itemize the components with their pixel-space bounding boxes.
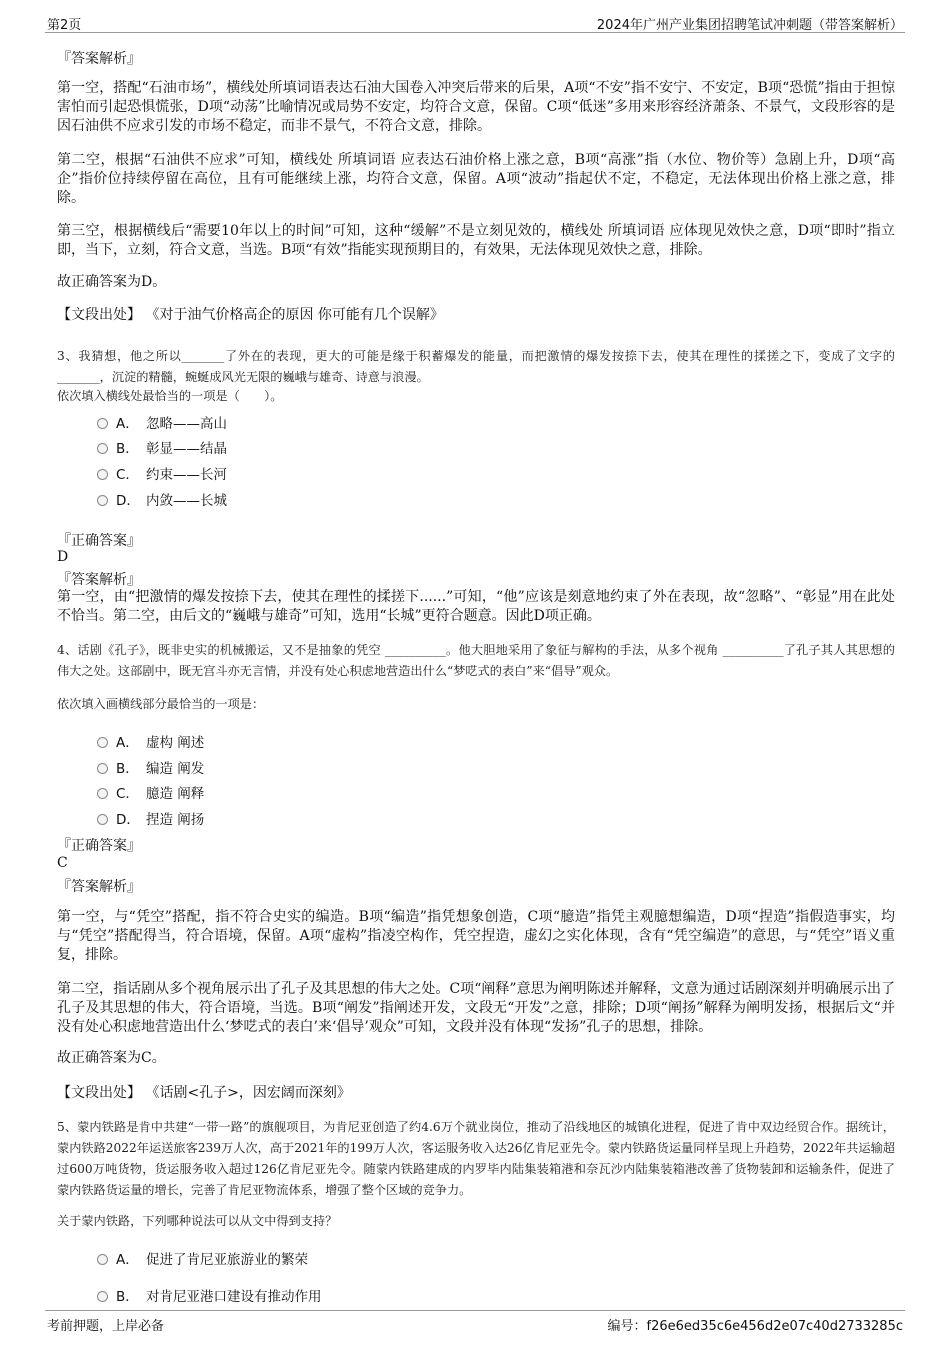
radio-icon[interactable] xyxy=(97,443,108,454)
source-title: 《话剧<孔子>，因宏阔而深刻》 xyxy=(145,1085,351,1101)
source-title: 《对于油气价格高企的原因 你可能有几个误解》 xyxy=(145,307,444,323)
document-id: 编号：f26e6ed35c6e456d2e07c40d2733285c xyxy=(607,1319,903,1334)
page-header xyxy=(45,10,905,33)
q3-answer: D xyxy=(57,549,69,565)
q2-conclusion: 故正确答案为D。 xyxy=(57,274,167,290)
q2-analysis-p1: 第一空，搭配“石油市场”，横线处所填词语表达石油大国卷入冲突后带来的后果，A项“不安”指不安宁、不安定，B项“恐慌”指由于担惊害怕而引起恐惧慌张，D项“动荡”比喻情况或局势不安定，均符合文意，保留。C项“低迷”多用来形容经济萧条、不景气，文段形容的是因石油供不应求引发的市场不稳定，而非不景气，不符合文意，排除。 xyxy=(57,80,895,134)
radio-icon[interactable] xyxy=(97,469,108,480)
q3-prompt: 依次填入横线处最恰当的一项是（ ）。 xyxy=(57,389,283,403)
q4-source xyxy=(57,1084,895,1103)
q4-analysis-p1: 第一空，与“凭空”搭配，指不符合史实的编造。B项“编造”指凭想象创造，C项“臆造”指凭主观臆想编造，D项“捏造”指假造事实，均与“凭空”搭配得当，符合语境，保留。A项“虚构”指凌空构作，凭空捏造，虚幻之实化体现，含有“凭空编造”的意思，与“凭空”语义重复，排除。 xyxy=(57,909,895,963)
q2-source xyxy=(57,306,895,325)
q3-option-b[interactable]: B． 彰显——结晶 xyxy=(97,437,227,457)
radio-icon[interactable] xyxy=(97,737,108,748)
q4-option-b[interactable]: B． 编造 阐发 xyxy=(97,757,204,777)
source-label: 【文段出处】 xyxy=(57,1085,141,1101)
q5-option-b[interactable]: B． 对肯尼亚港口建设有推动作用 xyxy=(97,1285,322,1305)
q4-stem: 4、话剧《孔子》，既非史实的机械搬运，又不是抽象的凭空 __________。他大胆地采用了象征与解构的手法，从多个视角 __________了孔子其人其思想的伟大之处。这部剧中，既无宫斗亦无言情，并没有处心积虑地营造出什么“梦呓式的表白”来“倡导”观众。 xyxy=(57,643,895,678)
page-number: 第2页 xyxy=(47,18,82,33)
page-footer xyxy=(45,1310,905,1334)
q5-option-a[interactable]: A． 促进了肯尼亚旅游业的繁荣 xyxy=(97,1248,308,1268)
q3-option-d[interactable]: D． 内敛——长城 xyxy=(97,489,227,509)
q5-prompt: 关于蒙内铁路，下列哪种说法可以从文中得到支持？ xyxy=(57,1214,338,1228)
q4-option-a[interactable]: A． 虚构 阐述 xyxy=(97,731,204,751)
q4-analysis-p2: 第二空，指话剧从多个视角展示出了孔子及其思想的伟大之处。C项“阐释”意思为阐明陈述并解释，文意为通过话剧深刻并明确展示出了孔子及其思想的伟大，符合语境，当选。B项“阐发”指阐述开发，文段无“开发”之意，排除；D项“阐扬”解释为阐明发扬，根据后文“并没有处心积虑地营造出什么‘梦呓式的表白’来‘倡导’观众”可知，文段并没有体现“发扬”孔子的思想，排除。 xyxy=(57,981,895,1035)
radio-icon[interactable] xyxy=(97,418,108,429)
radio-icon[interactable] xyxy=(97,763,108,774)
q3-analysis: 第一空，由“把激情的爆发按捺下去，使其在理性的揉搓下......”可知，“他”应该是刻意地约束了外在表现，故“忽略”、“彰显”用在此处不恰当。第二空，由后文的“巍峨与雄奇”可知，选用“长城”更符合题意。因此D项正确。 xyxy=(57,589,895,624)
radio-icon[interactable] xyxy=(97,788,108,799)
q5-stem: 5、蒙内铁路是肯中共建“一带一路”的旗舰项目，为肯尼亚创造了约4.6万个就业岗位，推动了沿线地区的城镇化进程，促进了肯中双边经贸合作。据统计，蒙内铁路2022年运送旅客239万人次，高于2021年的199万人次，客运服务收入达26亿肯尼亚先令。蒙内铁路货运量同样呈现上升趋势，2022年共运输超过600万吨货物，货运服务收入超过126亿肯尼亚先令。随蒙内铁路建成的内罗毕内陆集装箱港和奈瓦沙内陆集装箱港改善了货物装卸和运输条件，促进了蒙内铁路货运量的增长，完善了肯尼亚物流体系，增强了整个区域的竞争力。 xyxy=(57,1120,895,1197)
footer-slogan: 考前押题，上岸必备 xyxy=(47,1319,165,1334)
q4-answer-label: 『正确答案』 xyxy=(57,838,141,854)
radio-icon[interactable] xyxy=(97,1291,108,1302)
radio-icon[interactable] xyxy=(97,814,108,825)
q4-option-c[interactable]: C． 臆造 阐释 xyxy=(97,782,204,802)
q4-answer: C xyxy=(57,855,68,871)
document-title: 2024年广州产业集团招聘笔试冲刺题（带答案解析） xyxy=(596,18,903,33)
q3-stem: 3、我猜想，他之所以_______了外在的表现，更大的可能是缘于积蓄爆发的能量，而把激情的爆发按捺下去，使其在理性的揉搓之下，变成了文字的_______，沉淀的精髓，蜿蜒成风光无限的巍峨与雄奇、诗意与浪漫。 xyxy=(57,349,895,384)
radio-icon[interactable] xyxy=(97,495,108,506)
q4-option-d[interactable]: D． 捏造 阐扬 xyxy=(97,808,204,828)
q3-option-a[interactable]: A． 忽略——高山 xyxy=(97,412,227,432)
q2-analysis-p2: 第二空，根据“石油供不应求”可知，横线处 所填词语 应表达石油价格上涨之意，B项“高涨”指（水位、物价等）急剧上升，D项“高企”指价位持续停留在高位，且有可能继续上涨，均符合文意，保留。A项“波动”指起伏不定，不稳定，无法体现出价格上涨之意，排除。 xyxy=(57,152,895,206)
q4-analysis-label: 『答案解析』 xyxy=(57,879,141,895)
q3-option-c[interactable]: C． 约束——长河 xyxy=(97,463,227,483)
q3-analysis-label: 『答案解析』 xyxy=(57,572,141,588)
q2-analysis-p3: 第三空，根据横线后“需要10年以上的时间”可知，这种“缓解”不是立刻见效的，横线处 所填词语 应体现见效快之意，D项“即时”指立即，当下，立刻，符合文意，当选。B项“有效”指能实现预期目的，有效果，无法体现见效快之意，排除。 xyxy=(57,223,895,258)
radio-icon[interactable] xyxy=(97,1254,108,1265)
q3-answer-label: 『正确答案』 xyxy=(57,533,141,549)
q4-prompt: 依次填入画横线部分最恰当的一项是： xyxy=(57,697,265,711)
q2-analysis-label: 『答案解析』 xyxy=(57,51,141,67)
q4-conclusion: 故正确答案为C。 xyxy=(57,1050,166,1066)
source-label: 【文段出处】 xyxy=(57,307,141,323)
